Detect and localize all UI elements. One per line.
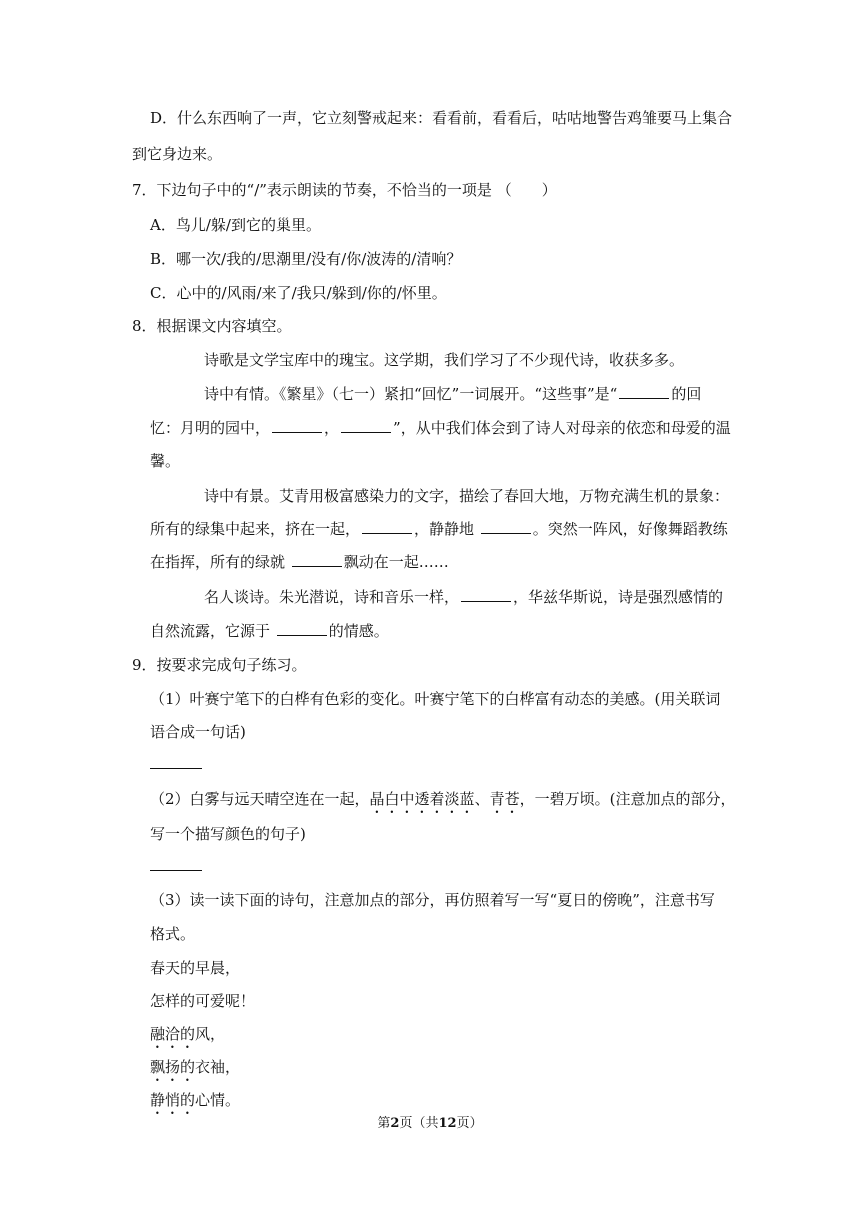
option-c: C．心中的/风雨/来了/我只/躲到/你的/怀里。 — [150, 284, 447, 302]
emphasized-text: 晶白中透着淡蓝 — [369, 790, 475, 808]
poem-line: 静悄的心情。 — [150, 1091, 241, 1109]
fill-blank[interactable] — [461, 587, 511, 602]
emphasized-text: 融洽的 — [150, 1025, 196, 1043]
fill-blank[interactable] — [362, 519, 412, 534]
text-line: 语合成一句话) — [150, 723, 246, 741]
fill-blank[interactable] — [272, 418, 322, 433]
text-line: 所有的绿集中起来，挤在一起， ，静静地 。突然一阵风，好像舞蹈教练 — [150, 520, 728, 538]
poem-line: 春天的早晨， — [150, 959, 241, 977]
emphasized-text: 青苍 — [489, 790, 520, 808]
emphasized-text: 飘扬的 — [150, 1058, 196, 1076]
question-9: 9．按要求完成句子练习。 — [132, 656, 307, 674]
emphasized-text: 静悄的 — [150, 1091, 196, 1109]
option-b: B．哪一次/我的/思潮里/没有/你/波涛的/清响？ — [150, 250, 462, 268]
text-line: 诗中有情。《繁星》（七一）紧扣“回忆”一词展开。“这些事”是“ 的回 — [204, 385, 702, 403]
text-line: 写一个描写颜色的句子) — [150, 825, 306, 843]
fill-blank[interactable] — [292, 552, 342, 567]
page-footer: 第2页（共12页） — [377, 1116, 483, 1131]
poem-line: 怎样的可爱呢！ — [150, 992, 256, 1010]
question-7: 7．下边句子中的“/”表示朗读的节奏，不恰当的一项是 （ ） — [132, 181, 557, 199]
text-line: 格式。 — [150, 925, 196, 943]
text-line: D．什么东西响了一声，它立刻警戒起来：看看前，看看后，咕咕地警告鸡雏要马上集合 — [150, 109, 733, 127]
fill-blank[interactable] — [481, 519, 531, 534]
poem-line: 融洽的风， — [150, 1025, 226, 1043]
fill-blank[interactable] — [277, 621, 327, 636]
poem-line: 飘扬的衣袖， — [150, 1058, 241, 1076]
answer-line[interactable] — [150, 870, 202, 871]
fill-blank[interactable] — [619, 384, 669, 399]
question-8: 8．根据课文内容填空。 — [132, 317, 292, 335]
text-line: 到它身边来。 — [132, 145, 223, 163]
option-a: A．鸟儿/躲/到它的巢里。 — [150, 216, 321, 234]
text-line: 馨。 — [150, 452, 181, 470]
text-line: （2）白雾与远天晴空连在一起，晶白中透着淡蓝、青苍，一碧万顷。(注意加点的部分， — [150, 790, 736, 808]
text-line: 在指挥，所有的绿就 飘动在一起…… — [150, 553, 449, 571]
page-total: 12 — [438, 1116, 457, 1131]
text-line: 诗中有景。艾青用极富感染力的文字，描绘了春回大地，万物充满生机的景象： — [204, 487, 730, 505]
answer-line[interactable] — [150, 768, 202, 769]
text-line: （1）叶赛宁笔下的白桦有色彩的变化。叶赛宁笔下的白桦富有动态的美感。(用关联词 — [150, 690, 721, 708]
text-line: 诗歌是文学宝库中的瑰宝。这学期，我们学习了不少现代诗，收获多多。 — [204, 351, 685, 369]
page-number: 2 — [390, 1116, 400, 1131]
fill-blank[interactable] — [341, 418, 391, 433]
text-line: 名人谈诗。朱光潜说，诗和音乐一样， ，华兹华斯说，诗是强烈感情的 — [204, 588, 724, 606]
text-line: 自然流露，它源于 的情感。 — [150, 622, 389, 640]
text-line: （3）读一读下面的诗句，注意加点的部分，再仿照着写一写“夏日的傍晚”，注意书写 — [150, 891, 715, 909]
text-line: 忆：月明的园中， ， ”，从中我们体会到了诗人对母亲的依恋和母爱的温 — [150, 419, 731, 437]
